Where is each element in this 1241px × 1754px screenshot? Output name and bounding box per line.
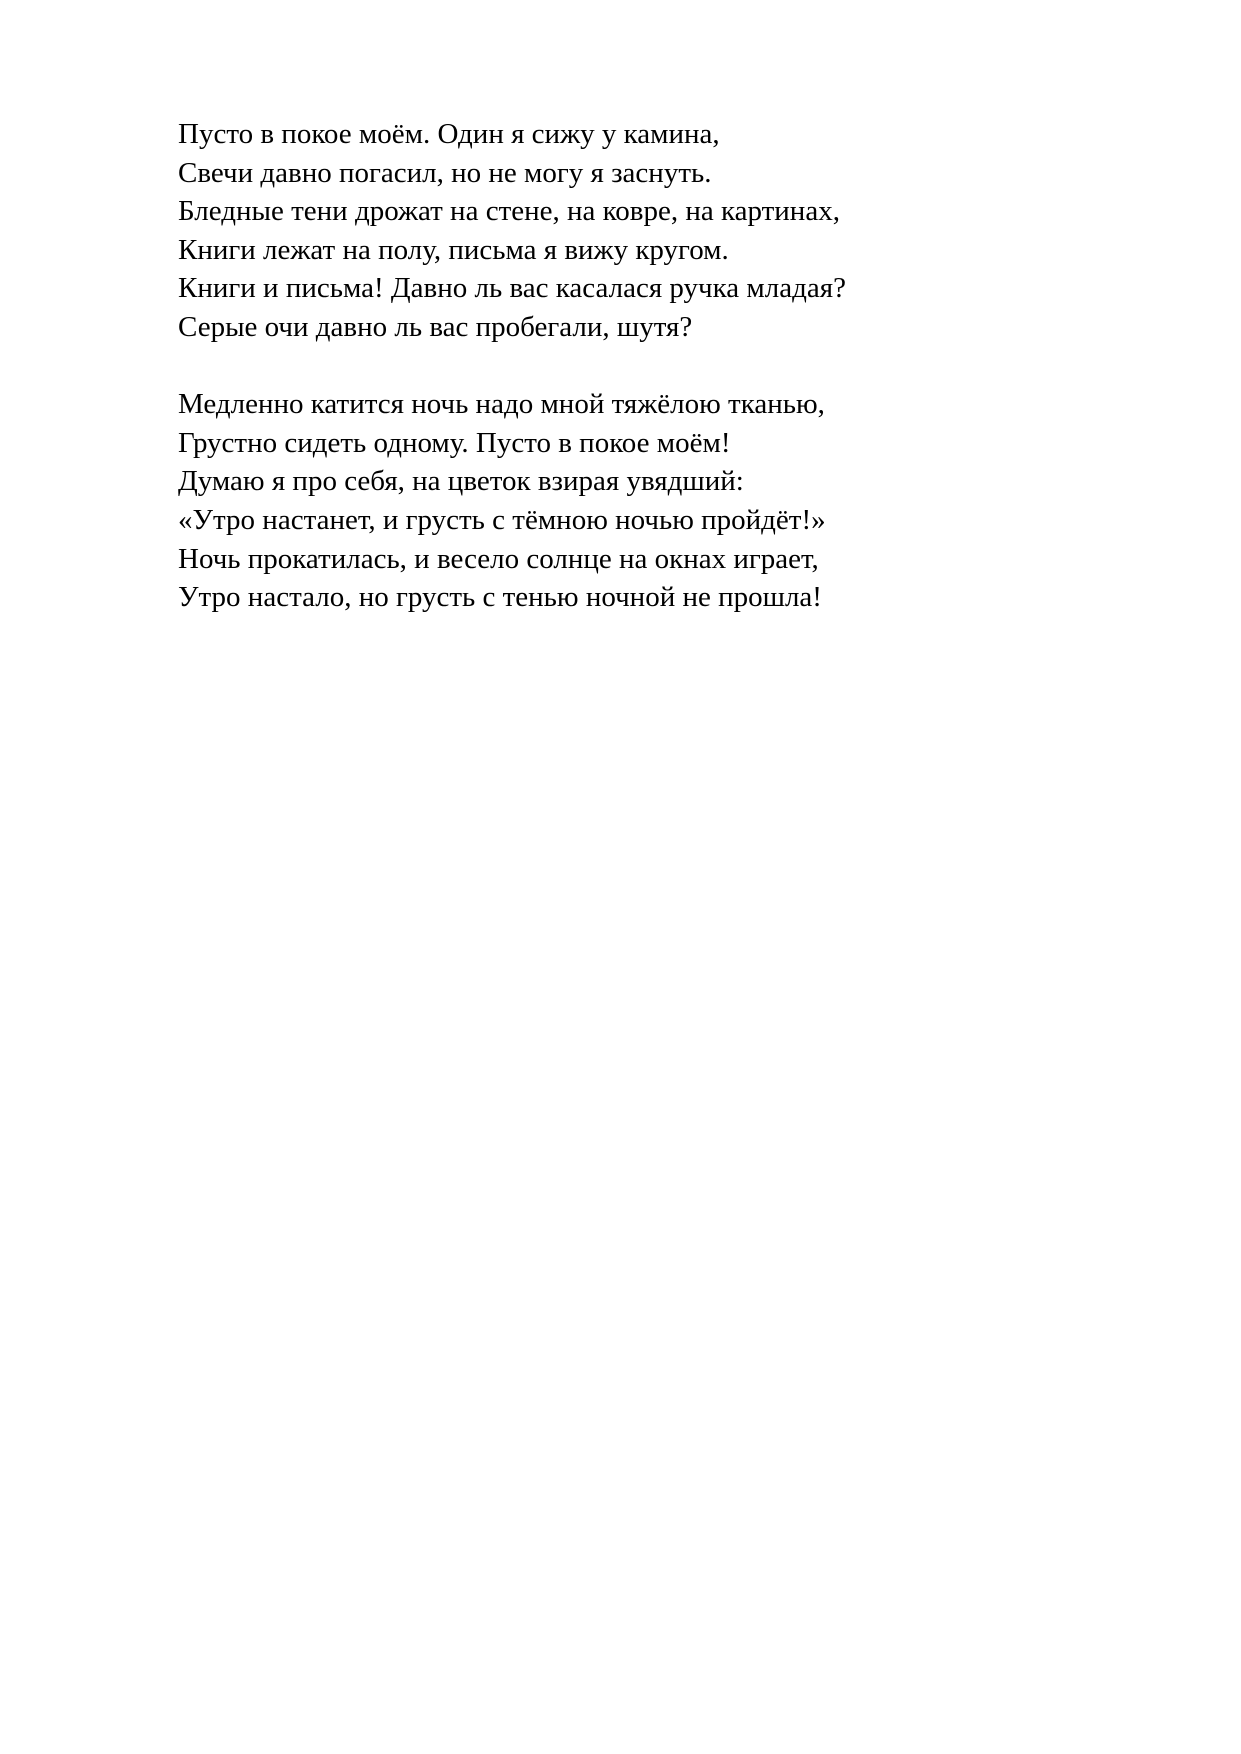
poem-line: Серые очи давно ль вас пробегали, шутя? — [178, 310, 693, 343]
poem-line: Бледные тени дрожат на стене, на ковре, на картинах, — [178, 195, 840, 228]
poem-line: Книги и письма! Давно ль вас касалася ручка младая? — [178, 272, 846, 305]
poem-text — [178, 115, 1178, 617]
stanza-2 — [178, 385, 1178, 617]
poem-line: Свечи давно погасил, но не могу я заснуть. — [178, 156, 712, 189]
poem-line: Книги лежат на полу, письма я вижу кругом. — [178, 233, 729, 266]
poem-line: Медленно катится ночь надо мной тяжёлою тканью, — [178, 388, 825, 421]
poem-line: Пусто в покое моём. Один я сижу у камина, — [178, 118, 720, 150]
stanza-1 — [178, 115, 1178, 347]
poem-line: Думаю я про себя, на цветок взирая увядший: — [178, 465, 744, 498]
poem-line: Ночь прокатилась, и весело солнце на окнах играет, — [178, 542, 819, 575]
poem-line: Утро настало, но грусть с тенью ночной не прошла! — [178, 581, 822, 614]
poem-line: «Утро настанет, и грусть с тёмною ночью пройдёт!» — [178, 503, 826, 536]
poem-line: Грустно сидеть одному. Пусто в покое моём! — [178, 426, 731, 459]
